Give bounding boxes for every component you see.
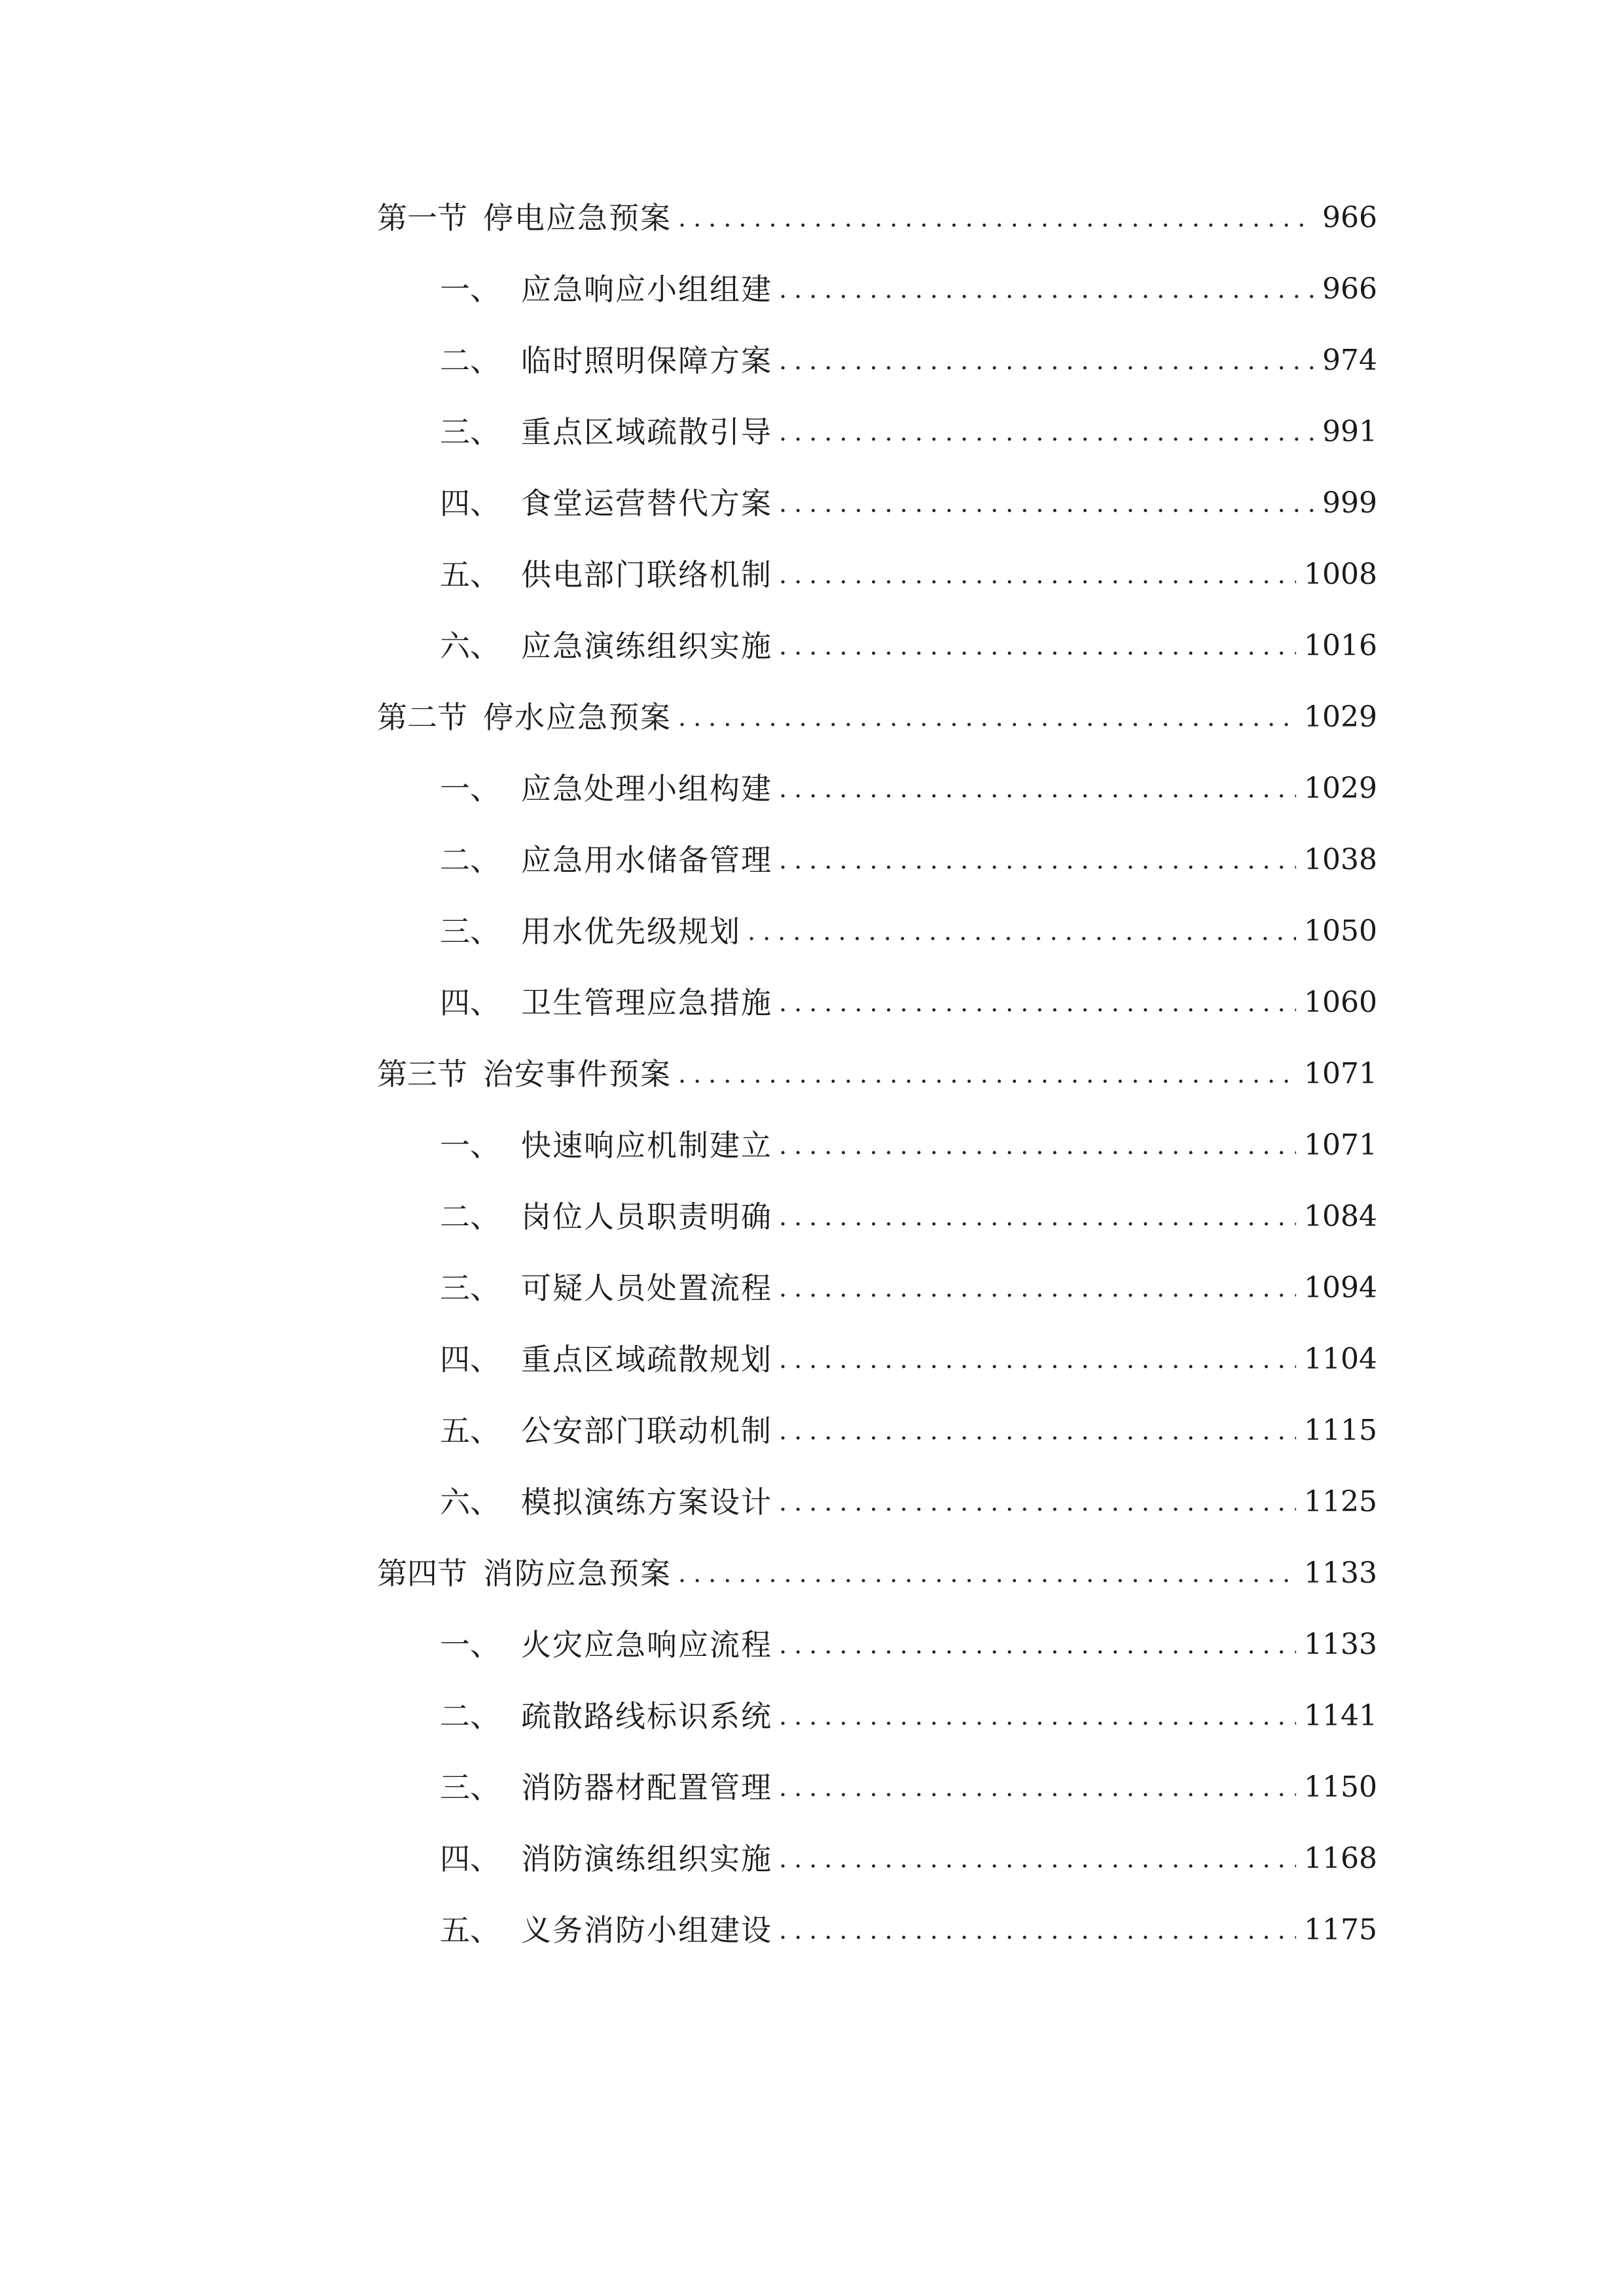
page-number: 1016 — [1304, 629, 1377, 662]
item-number: 二、 — [440, 1698, 500, 1734]
entry-title: 用水优先级规划 — [521, 914, 741, 949]
dot-leader — [779, 1262, 1296, 1314]
page-number: 1094 — [1304, 1271, 1377, 1304]
item-number: 四、 — [440, 1342, 500, 1377]
item-number: 六、 — [440, 1484, 500, 1520]
entry-title: 治安事件预案 — [483, 1056, 672, 1092]
toc-subsection-row[interactable] — [0, 1333, 1624, 1386]
item-number: 五、 — [440, 1912, 500, 1948]
toc-subsection-row[interactable] — [0, 1405, 1624, 1457]
dot-leader — [779, 1476, 1296, 1528]
toc-subsection-row[interactable] — [0, 477, 1624, 529]
toc-section-row[interactable] — [0, 1547, 1624, 1600]
toc-subsection-row[interactable] — [0, 1619, 1624, 1671]
toc-subsection-row[interactable] — [0, 620, 1624, 672]
entry-title: 模拟演练方案设计 — [521, 1484, 772, 1520]
entry-title: 重点区域疏散规划 — [521, 1342, 772, 1377]
dot-leader — [779, 1405, 1296, 1457]
dot-leader — [779, 406, 1314, 458]
item-number: 四、 — [440, 1841, 500, 1876]
entry-title: 停水应急预案 — [483, 700, 672, 735]
dot-leader — [678, 1547, 1296, 1600]
toc-subsection-row[interactable] — [0, 1761, 1624, 1814]
section-number: 第四节 — [377, 1556, 467, 1591]
dot-leader — [678, 691, 1296, 744]
item-number: 一、 — [440, 272, 500, 307]
page-number: 1050 — [1304, 914, 1377, 948]
item-number: 二、 — [440, 1199, 500, 1234]
page-number: 1125 — [1304, 1485, 1377, 1518]
toc-subsection-row[interactable] — [0, 1904, 1624, 1956]
dot-leader — [678, 1048, 1296, 1100]
item-number: 三、 — [440, 1770, 500, 1805]
page-number: 1104 — [1304, 1342, 1377, 1376]
entry-title: 消防器材配置管理 — [521, 1770, 772, 1805]
entry-title: 卫生管理应急措施 — [521, 985, 772, 1020]
page-number: 1150 — [1304, 1770, 1377, 1804]
entry-title: 供电部门联络机制 — [521, 557, 772, 592]
toc-subsection-row[interactable] — [0, 548, 1624, 601]
dot-leader — [779, 1619, 1296, 1671]
page-number: 1071 — [1304, 1057, 1377, 1090]
page-number: 974 — [1322, 344, 1377, 377]
page-number: 1115 — [1304, 1414, 1377, 1447]
entry-title: 快速响应机制建立 — [521, 1128, 772, 1163]
entry-title: 公安部门联动机制 — [521, 1413, 772, 1448]
toc-subsection-row[interactable] — [0, 406, 1624, 458]
page-number: 1029 — [1304, 772, 1377, 805]
toc-section-row[interactable] — [0, 192, 1624, 244]
dot-leader — [748, 905, 1296, 958]
page-number: 1175 — [1304, 1913, 1377, 1946]
dot-leader — [779, 1119, 1296, 1172]
dot-leader — [779, 977, 1296, 1029]
toc-subsection-row[interactable] — [0, 977, 1624, 1029]
dot-leader — [779, 263, 1314, 315]
page-number: 1133 — [1304, 1628, 1377, 1661]
toc-subsection-row[interactable] — [0, 1119, 1624, 1172]
dot-leader — [779, 1333, 1296, 1386]
entry-title: 食堂运营替代方案 — [521, 486, 772, 521]
item-number: 一、 — [440, 1627, 500, 1662]
dot-leader — [779, 1833, 1296, 1885]
page-number: 1084 — [1304, 1200, 1377, 1233]
dot-leader — [779, 834, 1296, 886]
page-number: 1133 — [1304, 1556, 1377, 1590]
item-number: 五、 — [440, 557, 500, 592]
entry-title: 义务消防小组建设 — [521, 1912, 772, 1948]
toc-subsection-row[interactable] — [0, 1191, 1624, 1243]
entry-title: 应急响应小组组建 — [521, 272, 772, 307]
page-number: 1141 — [1304, 1699, 1377, 1732]
entry-title: 重点区域疏散引导 — [521, 414, 772, 450]
entry-title: 岗位人员职责明确 — [521, 1199, 772, 1234]
toc-subsection-row[interactable] — [0, 263, 1624, 315]
page-number: 1029 — [1304, 700, 1377, 734]
dot-leader — [779, 334, 1314, 387]
page-number: 966 — [1322, 201, 1377, 234]
page-number: 1071 — [1304, 1128, 1377, 1162]
page-number: 1008 — [1304, 558, 1377, 591]
page-number: 1060 — [1304, 986, 1377, 1019]
toc-subsection-row[interactable] — [0, 334, 1624, 387]
dot-leader — [779, 762, 1296, 815]
page-number: 1038 — [1304, 843, 1377, 876]
dot-leader — [779, 548, 1296, 601]
entry-title: 应急用水储备管理 — [521, 842, 772, 878]
entry-title: 应急处理小组构建 — [521, 771, 772, 806]
dot-leader — [779, 477, 1314, 529]
item-number: 五、 — [440, 1413, 500, 1448]
dot-leader — [678, 192, 1314, 244]
entry-title: 消防演练组织实施 — [521, 1841, 772, 1876]
toc-subsection-row[interactable] — [0, 1476, 1624, 1528]
toc-subsection-row[interactable] — [0, 1833, 1624, 1885]
entry-title: 临时照明保障方案 — [521, 343, 772, 378]
toc-subsection-row[interactable] — [0, 1262, 1624, 1314]
toc-subsection-row[interactable] — [0, 1690, 1624, 1742]
section-number: 第一节 — [377, 200, 467, 236]
toc-subsection-row[interactable] — [0, 834, 1624, 886]
item-number: 一、 — [440, 771, 500, 806]
entry-title: 疏散路线标识系统 — [521, 1698, 772, 1734]
item-number: 二、 — [440, 842, 500, 878]
dot-leader — [779, 1761, 1296, 1814]
page-number: 991 — [1322, 415, 1377, 448]
toc-section-row[interactable] — [0, 691, 1624, 744]
item-number: 三、 — [440, 1270, 500, 1306]
item-number: 三、 — [440, 414, 500, 450]
item-number: 一、 — [440, 1128, 500, 1163]
entry-title: 可疑人员处置流程 — [521, 1270, 772, 1306]
entry-title: 消防应急预案 — [483, 1556, 672, 1591]
toc-section-row[interactable] — [0, 1048, 1624, 1100]
item-number: 二、 — [440, 343, 500, 378]
item-number: 四、 — [440, 985, 500, 1020]
toc-subsection-row[interactable] — [0, 762, 1624, 815]
entry-title: 停电应急预案 — [483, 200, 672, 236]
dot-leader — [779, 1191, 1296, 1243]
section-number: 第二节 — [377, 700, 467, 735]
entry-title: 火灾应急响应流程 — [521, 1627, 772, 1662]
page-number: 1168 — [1304, 1842, 1377, 1875]
page-number: 999 — [1322, 486, 1377, 520]
item-number: 三、 — [440, 914, 500, 949]
item-number: 六、 — [440, 628, 500, 664]
toc-subsection-row[interactable] — [0, 905, 1624, 958]
dot-leader — [779, 620, 1296, 672]
section-number: 第三节 — [377, 1056, 467, 1092]
page-number: 966 — [1322, 272, 1377, 306]
item-number: 四、 — [440, 486, 500, 521]
dot-leader — [779, 1904, 1296, 1956]
entry-title: 应急演练组织实施 — [521, 628, 772, 664]
dot-leader — [779, 1690, 1296, 1742]
